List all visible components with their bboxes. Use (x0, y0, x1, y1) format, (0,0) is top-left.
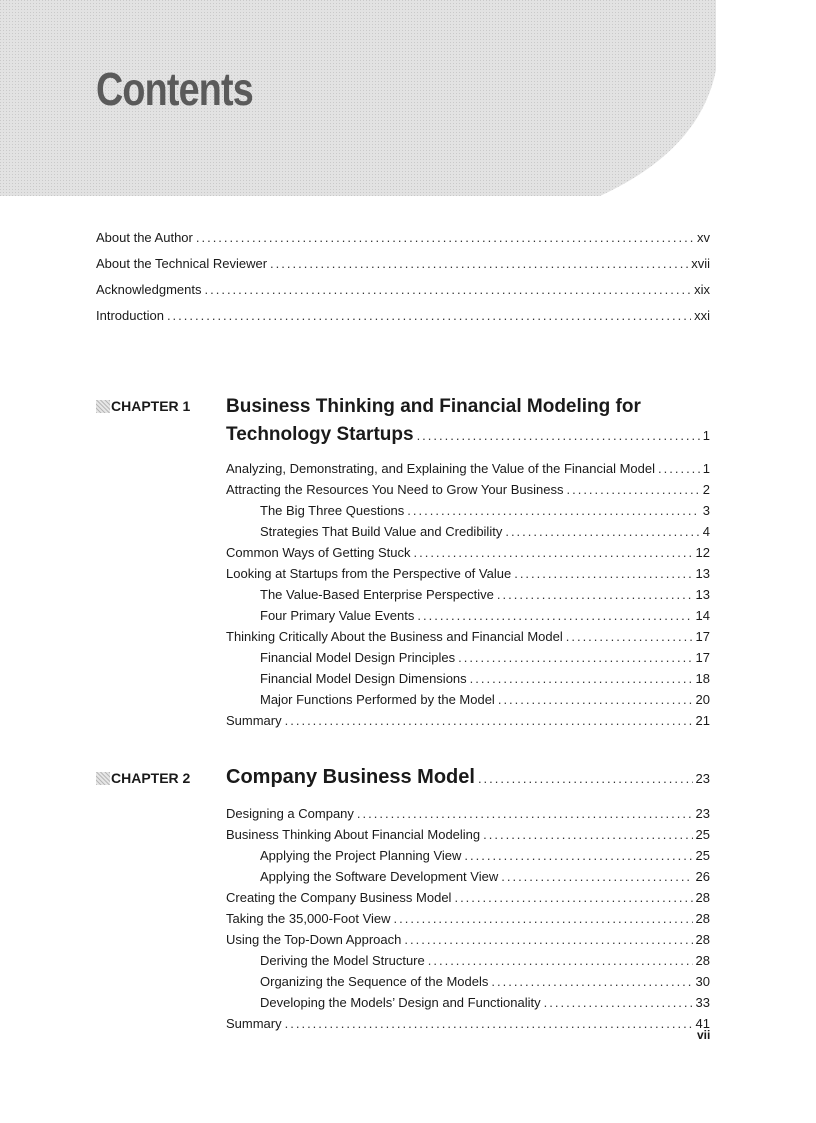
toc-entry-technical-reviewer[interactable]: About the Technical Reviewer ..... xvii (96, 256, 710, 272)
toc-entry[interactable]: Creating the Company Business Model ..... 28 (226, 890, 710, 906)
toc-entry[interactable]: Business Thinking About Financial Modeling ..... 25 (226, 827, 710, 843)
toc-subentry[interactable]: Applying the Project Planning View ..... 25 (260, 848, 710, 864)
toc-entry[interactable]: Thinking Critically About the Business and Financial Model ..... 17 (226, 629, 710, 645)
toc-entry[interactable]: Taking the 35,000-Foot View ..... 28 (226, 911, 710, 927)
toc-subentry[interactable]: Four Primary Value Events ..... 14 (260, 608, 710, 624)
toc-entry[interactable]: Using the Top-Down Approach ..... 28 (226, 932, 710, 948)
toc-subentry[interactable]: The Big Three Questions ..... 3 (260, 503, 710, 519)
toc-entry-chapter-2-title[interactable]: Company Business Model ..... 23 (226, 766, 710, 790)
toc-subentry[interactable]: Financial Model Design Principles ..... 17 (260, 650, 710, 666)
toc-subentry[interactable]: Organizing the Sequence of the Models ..... 30 (260, 974, 710, 990)
toc-entry[interactable]: Analyzing, Demonstrating, and Explaining the Value of the Financial Model ..... 1 (226, 461, 710, 477)
toc-entry[interactable]: Common Ways of Getting Stuck ..... 12 (226, 545, 710, 561)
chapter-1-label: CHAPTER 1 (96, 398, 190, 414)
toc-subentry[interactable]: Developing the Models’ Design and Functionality ..... 33 (260, 995, 710, 1011)
chapter-marker-icon (96, 400, 110, 413)
toc-entry-acknowledgments[interactable]: Acknowledgments ..... xix (96, 282, 710, 298)
toc-subentry[interactable]: Major Functions Performed by the Model ..... 20 (260, 692, 710, 708)
toc-subentry[interactable]: The Value-Based Enterprise Perspective ..... 13 (260, 587, 710, 603)
toc-entry[interactable]: Summary ..... 41 (226, 1016, 710, 1032)
toc-entry-chapter-1-title[interactable]: Technology Startups ..... 1 (226, 424, 710, 447)
toc-entry[interactable]: Designing a Company ..... 23 (226, 806, 710, 822)
page-number: vii (697, 1028, 711, 1042)
toc-entry[interactable]: Looking at Startups from the Perspective of Value ..... 13 (226, 566, 710, 582)
chapter-1-title-line1: Business Thinking and Financial Modeling for (226, 396, 641, 417)
toc-subentry[interactable]: Strategies That Build Value and Credibility ..... 4 (260, 524, 710, 540)
toc-entry-about-author[interactable]: About the Author ..... xv (96, 230, 710, 246)
toc-entry[interactable]: Attracting the Resources You Need to Grow Your Business ..... 2 (226, 482, 710, 498)
toc-subentry[interactable]: Applying the Software Development View ..... 26 (260, 869, 710, 885)
toc-subentry[interactable]: Financial Model Design Dimensions ..... 18 (260, 671, 710, 687)
toc-entry-introduction[interactable]: Introduction ..... xxi (96, 308, 710, 324)
chapter-2-label: CHAPTER 2 (96, 770, 190, 786)
toc-entry[interactable]: Summary ..... 21 (226, 713, 710, 729)
toc-subentry[interactable]: Deriving the Model Structure ..... 28 (260, 953, 710, 969)
page-title: Contents (96, 63, 253, 115)
chapter-marker-icon (96, 772, 110, 785)
